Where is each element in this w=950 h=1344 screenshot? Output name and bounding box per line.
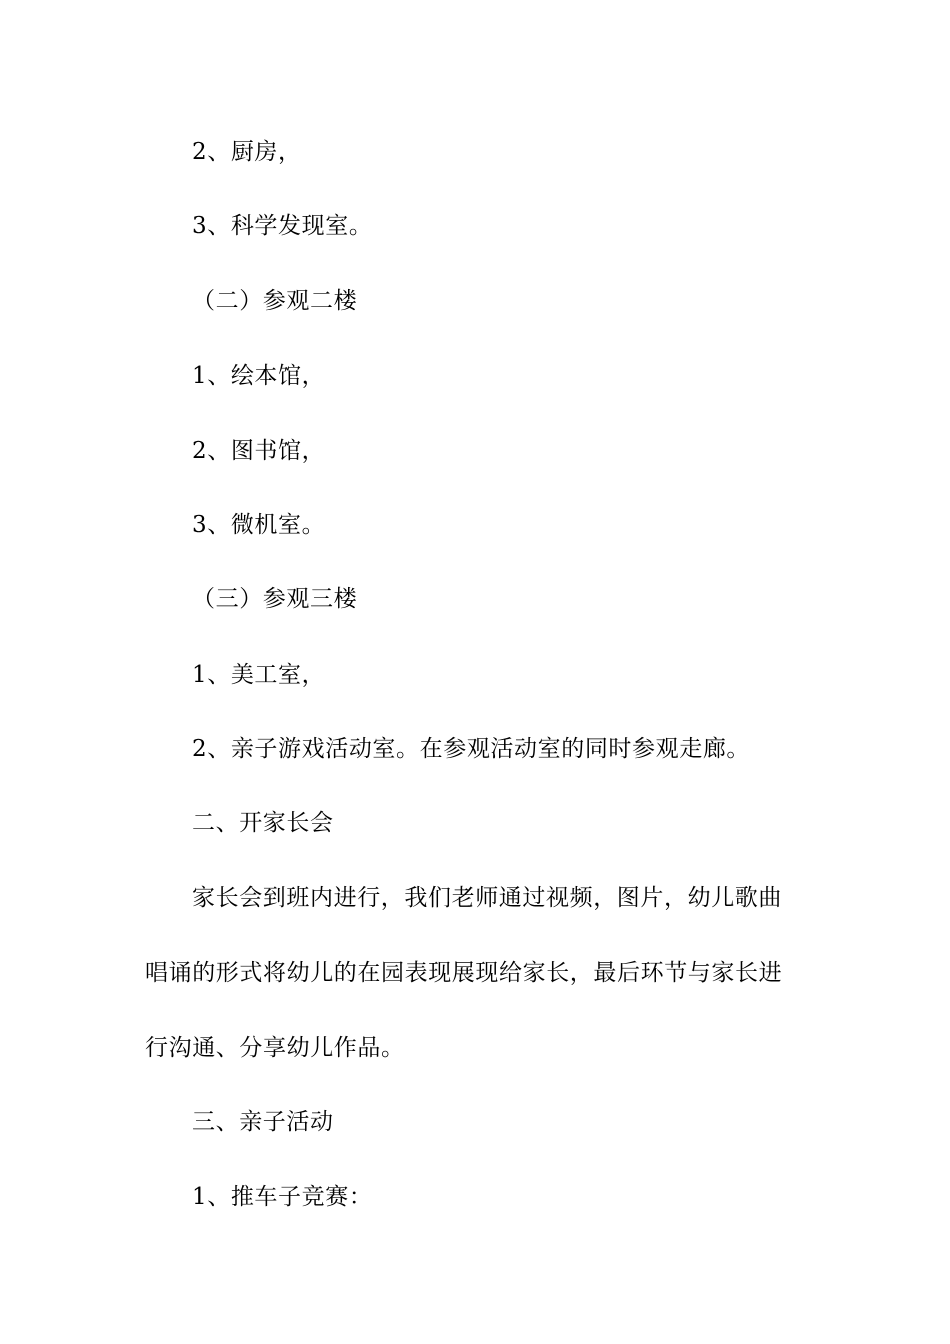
subheading-third-floor: （三）参观三楼 xyxy=(192,586,358,612)
list-item-science-room: 3、科学发现室。 xyxy=(192,213,373,239)
paragraph-line-2: 唱诵的形式将幼儿的在园表现展现给家长，最后环节与家长进 xyxy=(145,960,783,986)
paragraph-line-3: 行沟通、分享幼儿作品。 xyxy=(145,1035,405,1061)
list-item-picture-book-hall: 1、绘本馆， xyxy=(192,363,326,389)
section-heading-parent-meeting: 二、开家长会 xyxy=(192,810,334,836)
list-item-computer-room: 3、微机室。 xyxy=(192,512,326,538)
list-item-art-room: 1、美工室， xyxy=(192,662,326,688)
list-item-cart-race: 1、推车子竞赛： xyxy=(192,1184,373,1210)
list-item-parent-child-room: 2、亲子游戏活动室。在参观活动室的同时参观走廊。 xyxy=(192,736,751,762)
paragraph-line-1: 家长会到班内进行，我们老师通过视频，图片，幼儿歌曲 xyxy=(192,885,782,911)
list-item-kitchen: 2、厨房， xyxy=(192,139,302,165)
list-item-library: 2、图书馆， xyxy=(192,438,326,464)
section-heading-parent-child-activity: 三、亲子活动 xyxy=(192,1109,334,1135)
subheading-second-floor: （二）参观二楼 xyxy=(192,288,358,314)
